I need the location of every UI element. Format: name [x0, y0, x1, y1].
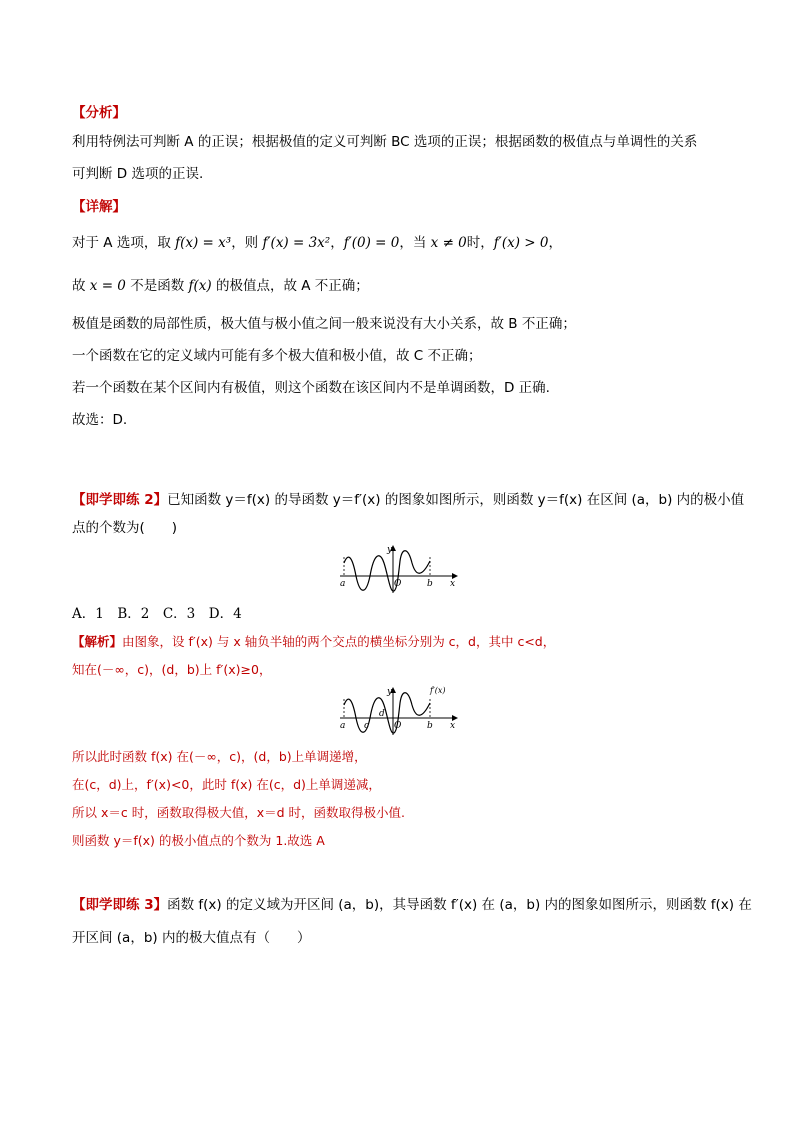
q3-stem: 函数 f(x) 的定义域为开区间 (a，b)，其导函数 f′(x) 在 (a，b) 内的图象如图所示，则函数 f(x) 在 — [167, 897, 752, 913]
x-axis-label: x — [450, 721, 456, 731]
math-expression: f′(x) > 0 — [493, 235, 549, 251]
q2-tag: 【即学即练 2】 — [72, 492, 168, 508]
detail-text: 不是函数 — [125, 278, 189, 294]
q2-stem: 已知函数 y＝f(x) 的导函数 y＝f′(x) 的图象如图所示，则函数 y＝f(x) 在区间 (a，b) 内的极小值 — [167, 492, 745, 508]
detail-line-5: 若一个函数在某个区间内有极值，则这个函数在该区间内不是单调函数，D 正确. — [72, 380, 550, 396]
detail-text: ， — [548, 235, 562, 251]
detail-line-3: 极值是函数的局部性质，极大值与极小值之间一般来说没有大小关系，故 B 不正确； — [72, 316, 576, 332]
q2-stem-line-2: 点的个数为( ) — [72, 520, 178, 536]
detail-text: ， — [330, 235, 344, 251]
solution-tag: 【解析】 — [72, 634, 123, 649]
origin-label: O — [394, 579, 402, 589]
q2-solution-line-6: 则函数 y＝f(x) 的极小值点的个数为 1.故选 A — [72, 833, 325, 848]
q3-tag: 【即学即练 3】 — [72, 897, 168, 913]
q2-derivative-graph — [334, 541, 459, 597]
detail-text: 故 — [72, 278, 90, 294]
detail-text: 对于 A 选项，取 — [72, 235, 176, 251]
math-expression: x = 0 — [89, 278, 126, 294]
y-axis-label: y — [387, 545, 393, 555]
detail-line-1 — [72, 234, 562, 252]
math-expression: f′(0) = 0 — [343, 235, 400, 251]
q2-solution-line-3: 所以此时函数 f(x) 在(－∞，c)，(d，b)上单调递增， — [72, 749, 367, 764]
x-axis-label: x — [450, 579, 456, 589]
analysis-line-2: 可判断 D 选项的正误. — [72, 166, 204, 182]
math-expression: f(x) = x³ — [175, 235, 232, 251]
detail-line-2 — [72, 277, 369, 295]
origin-label: O — [394, 721, 402, 731]
d-label: d — [379, 709, 385, 719]
math-expression: x ≠ 0 — [430, 235, 467, 251]
b-label: b — [427, 721, 433, 731]
q3-stem-line-1 — [72, 896, 752, 914]
q2-solution-line-4: 在(c，d)上，f′(x)<0，此时 f(x) 在(c，d)上单调递减， — [72, 777, 381, 792]
detail-header: 【详解】 — [72, 199, 126, 215]
a-label: a — [340, 579, 346, 589]
fprime-label: f′(x) — [430, 686, 446, 695]
detail-text: ，当 — [399, 235, 431, 251]
detail-line-6: 故选：D. — [72, 412, 128, 428]
q2-stem-line-1 — [72, 491, 744, 509]
analysis-header: 【分析】 — [72, 105, 126, 121]
b-label: b — [427, 579, 433, 589]
q2-solution-line-2: 知在(－∞，c)，(d，b)上 f′(x)≥0， — [72, 662, 272, 677]
q2-solution-graph — [334, 683, 459, 739]
math-expression: f′(x) = 3x² — [262, 235, 331, 251]
detail-text: 时， — [466, 235, 494, 251]
y-axis-label: y — [387, 687, 393, 697]
q2-solution-line-5: 所以 x＝c 时，函数取得极大值，x＝d 时，函数取得极小值. — [72, 805, 405, 820]
detail-text: ，则 — [231, 235, 263, 251]
solution-text: 由图象，设 f′(x) 与 x 轴负半轴的两个交点的横坐标分别为 c，d，其中 c<d， — [122, 634, 556, 649]
q3-stem-line-2: 开区间 (a，b) 内的极大值点有（ ） — [72, 930, 311, 946]
detail-line-4: 一个函数在它的定义域内可能有多个极大值和极小值，故 C 不正确； — [72, 348, 482, 364]
detail-text: 的极值点，故 A 不正确； — [211, 278, 369, 294]
q2-options: A．1 B．2 C．3 D．4 — [72, 606, 242, 622]
analysis-line-1: 利用特例法可判断 A 的正误；根据极值的定义可判断 BC 选项的正误；根据函数的极值点与单调性的关系 — [72, 134, 698, 150]
a-label: a — [340, 721, 346, 731]
c-label: c — [364, 721, 370, 731]
math-expression: f(x) — [188, 278, 212, 294]
q2-solution-line-1 — [72, 633, 555, 651]
